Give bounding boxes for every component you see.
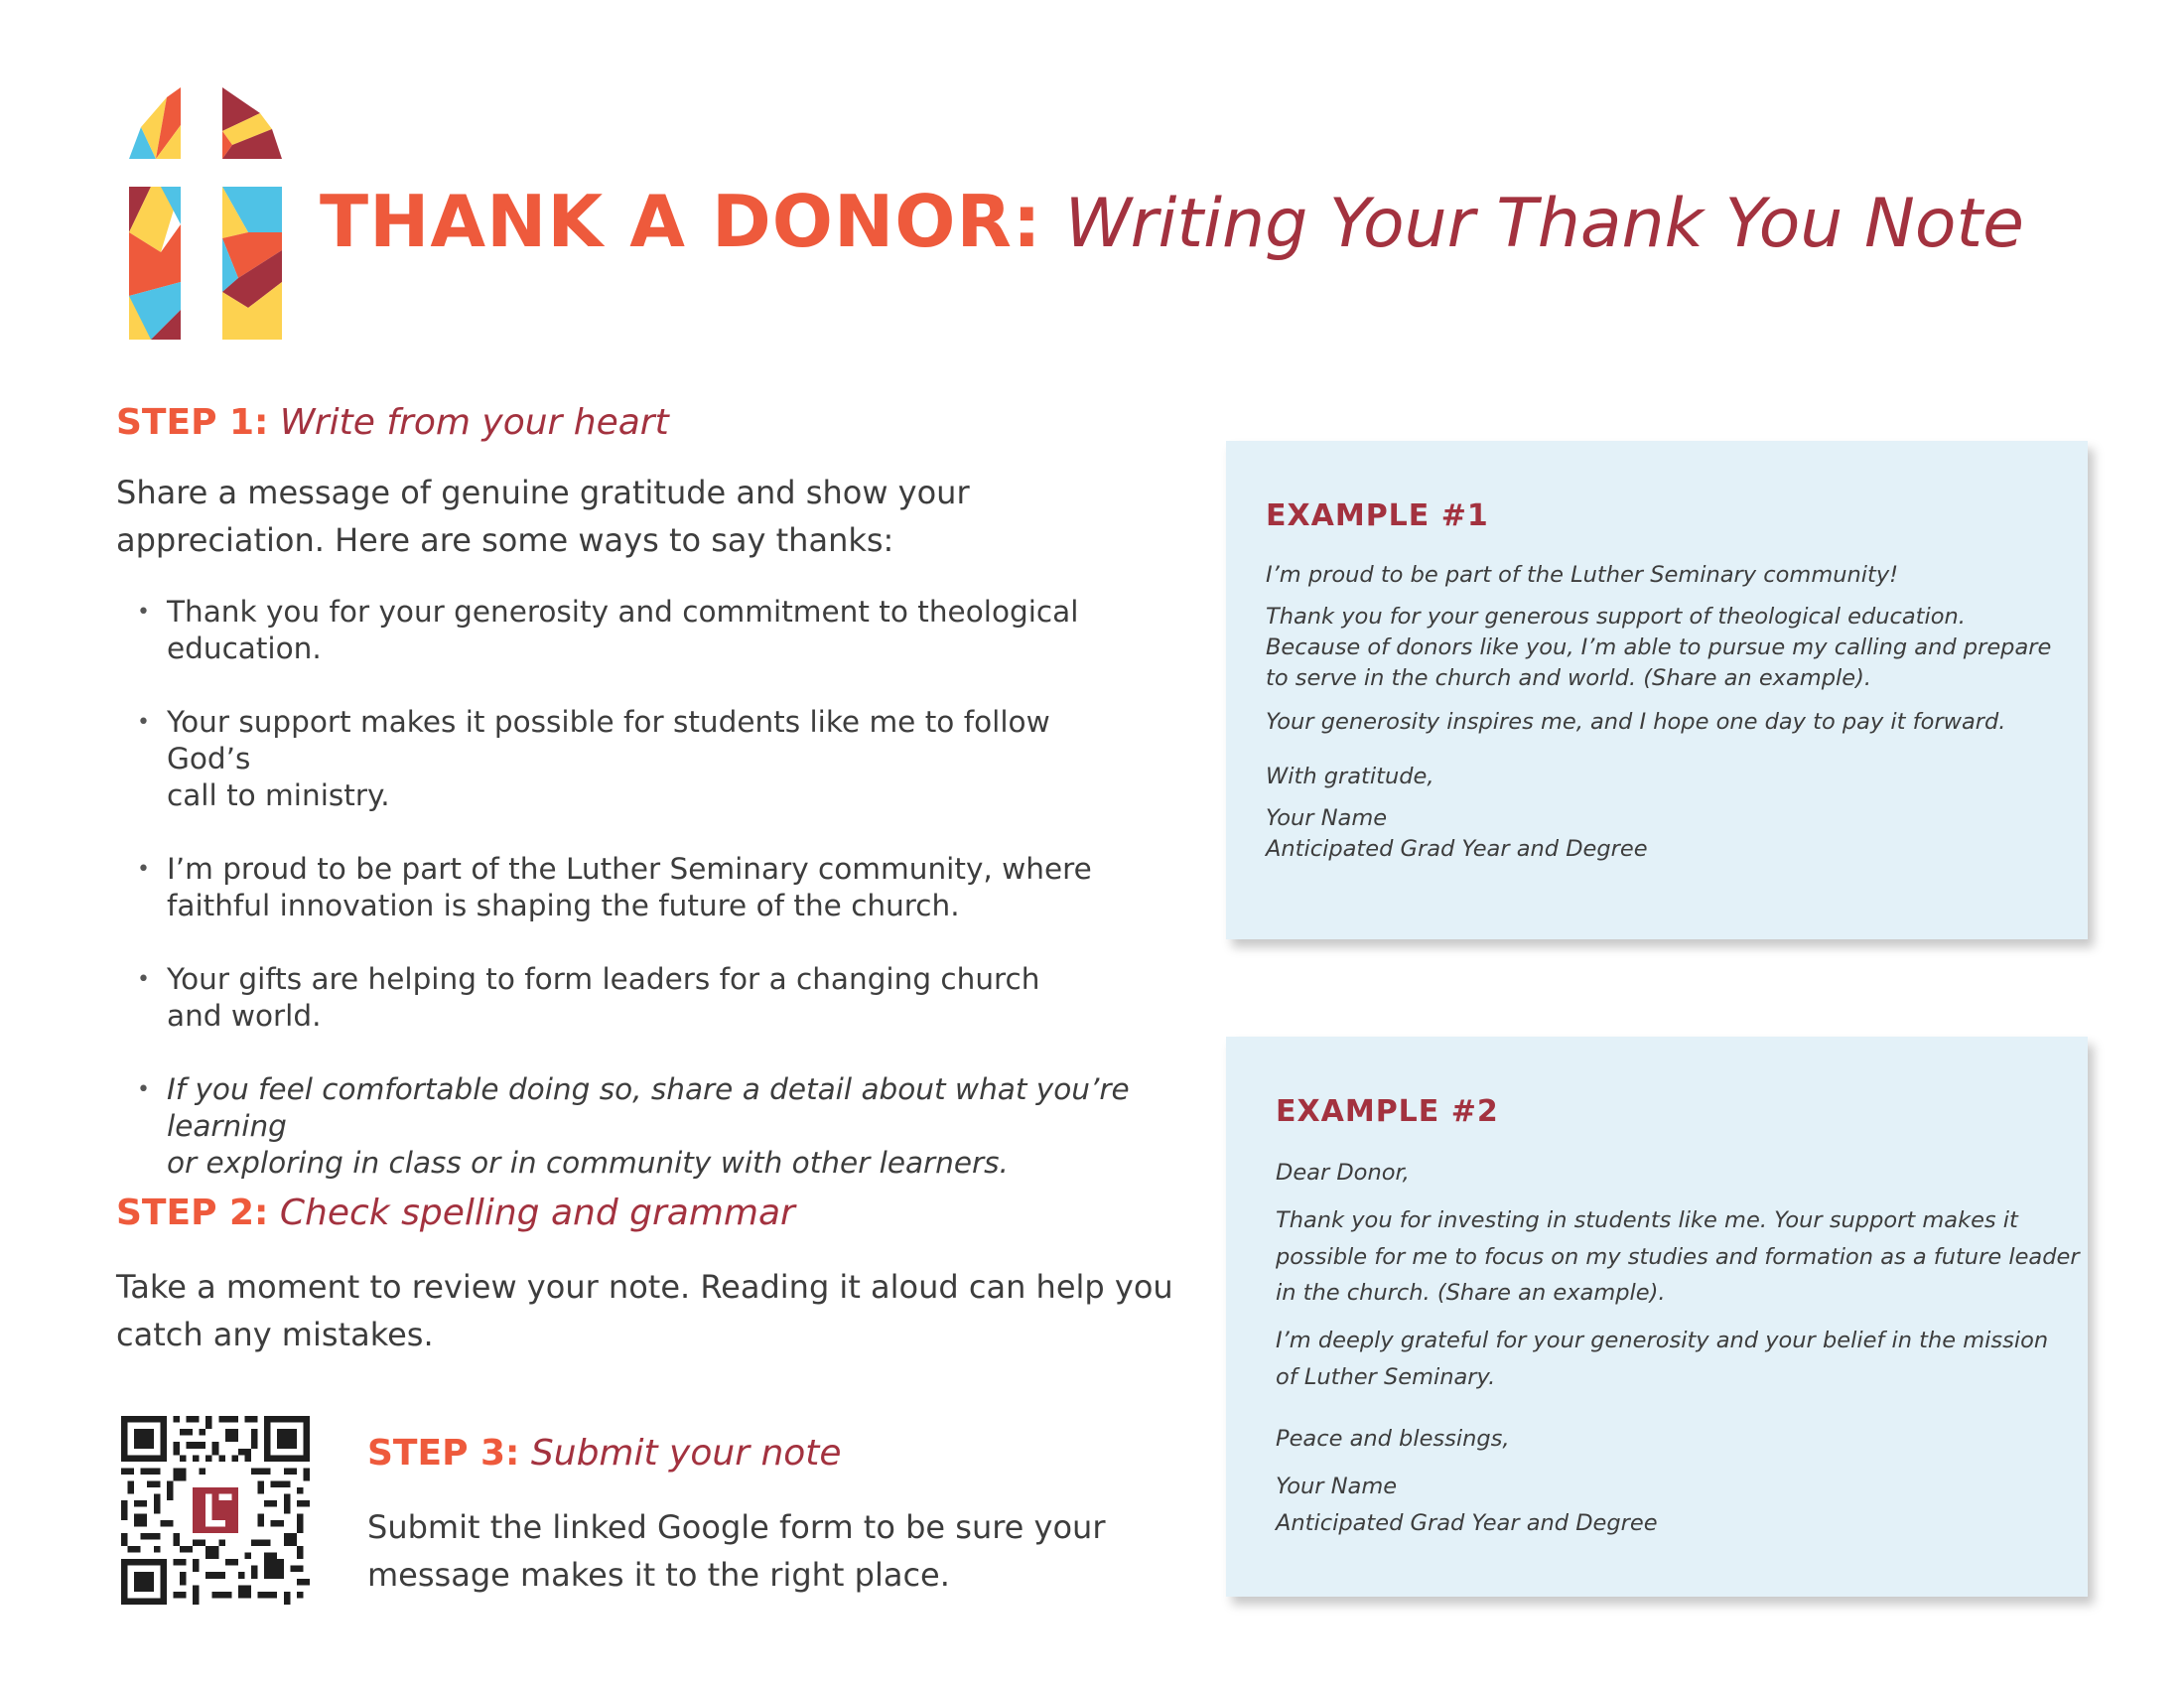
example1-line: Your generosity inspires me, and I hope one day to pay it forward. [1266,709,2006,735]
list-item-line1: Your support makes it possible for students like me to follow God’s [167,705,1050,775]
list-item [137,961,1140,1035]
step1-title: Write from your heart [279,402,669,443]
step2-body [116,1263,1208,1358]
example1-line: to serve in the church and world. (Share an example). [1266,665,1871,691]
example2-signature: Your Name [1276,1474,1398,1499]
step1-intro-line1: Share a message of genuine gratitude and show your [116,474,970,511]
example2-line: I’m deeply grateful for your generosity and your belief in the mission [1276,1328,2049,1353]
example1-signature: Your Name [1266,805,1388,831]
list-item-line2: or exploring in class or in community with other learners. [167,1146,1009,1180]
list-item-line1: If you feel comfortable doing so, share a detail about what you’re learning [167,1072,1130,1143]
step2-title: Check spelling and grammar [279,1193,795,1233]
step1-intro [116,469,1168,564]
step2-label: STEP 2: [116,1193,269,1233]
page-title-rest: Writing Your Thank You Note [1064,185,2024,263]
page-title [320,182,2024,264]
list-item [137,851,1140,924]
step3-body [367,1503,1181,1599]
qr-code-icon[interactable] [121,1416,310,1605]
example1-line: Thank you for your generous support of theological education. [1266,604,1966,630]
step3-body-line1: Submit the linked Google form to be sure your [367,1508,1106,1546]
example2-line: of Luther Seminary. [1276,1364,1496,1390]
step1-intro-line2: appreciation. Here are some ways to say thanks: [116,521,894,559]
list-item [137,704,1140,814]
stained-glass-cross-icon [121,83,288,342]
example2-line: Dear Donor, [1276,1160,1410,1186]
step1-label: STEP 1: [116,402,269,443]
list-item-line2: faithful innovation is shaping the future of the church. [167,889,960,922]
example1-card [1226,441,2088,939]
example2-line: possible for me to focus on my studies and formation as a future leader [1276,1244,2080,1270]
example2-line: in the church. (Share an example). [1276,1280,1666,1306]
example1-line: I’m proud to be part of the Luther Seminary community! [1266,562,1899,588]
list-item-line2: and world. [167,999,322,1033]
step3-label: STEP 3: [367,1433,520,1474]
example2-line: Thank you for investing in students like me. Your support makes it [1276,1207,2018,1233]
list-item-line1: I’m proud to be part of the Luther Seminary community, where [167,852,1092,886]
list-item-line1: Thank you for your generosity and commitment to theological [167,595,1079,629]
list-item-line1: Your gifts are helping to form leaders for a changing church [167,962,1040,996]
step3-title: Submit your note [530,1433,842,1474]
step3-body-line2: message makes it to the right place. [367,1556,950,1594]
list-item-line2: education. [167,632,322,665]
step2-body-line2: catch any mistakes. [116,1316,434,1353]
page-title-lead: THANK A DONOR: [320,180,1042,263]
step2-body-line1: Take a moment to review your note. Reading it aloud can help you [116,1268,1173,1306]
example2-card [1226,1037,2088,1597]
step2-heading [116,1192,795,1235]
list-item-line2: call to ministry. [167,778,390,812]
list-item [137,1071,1140,1182]
example2-closing: Peace and blessings, [1276,1426,1510,1452]
example1-line: Because of donors like you, I’m able to pursue my calling and prepare [1266,634,2052,660]
step3-heading [367,1432,842,1476]
thanks-phrases-list [137,594,1140,1218]
example2-grad-info: Anticipated Grad Year and Degree [1276,1510,1658,1536]
step1-heading [116,401,669,445]
example2-heading: EXAMPLE #2 [1276,1094,1499,1129]
example1-closing: With gratitude, [1266,764,1434,789]
example1-grad-info: Anticipated Grad Year and Degree [1266,836,1648,862]
list-item [137,594,1140,667]
example1-heading: EXAMPLE #1 [1266,498,1489,533]
